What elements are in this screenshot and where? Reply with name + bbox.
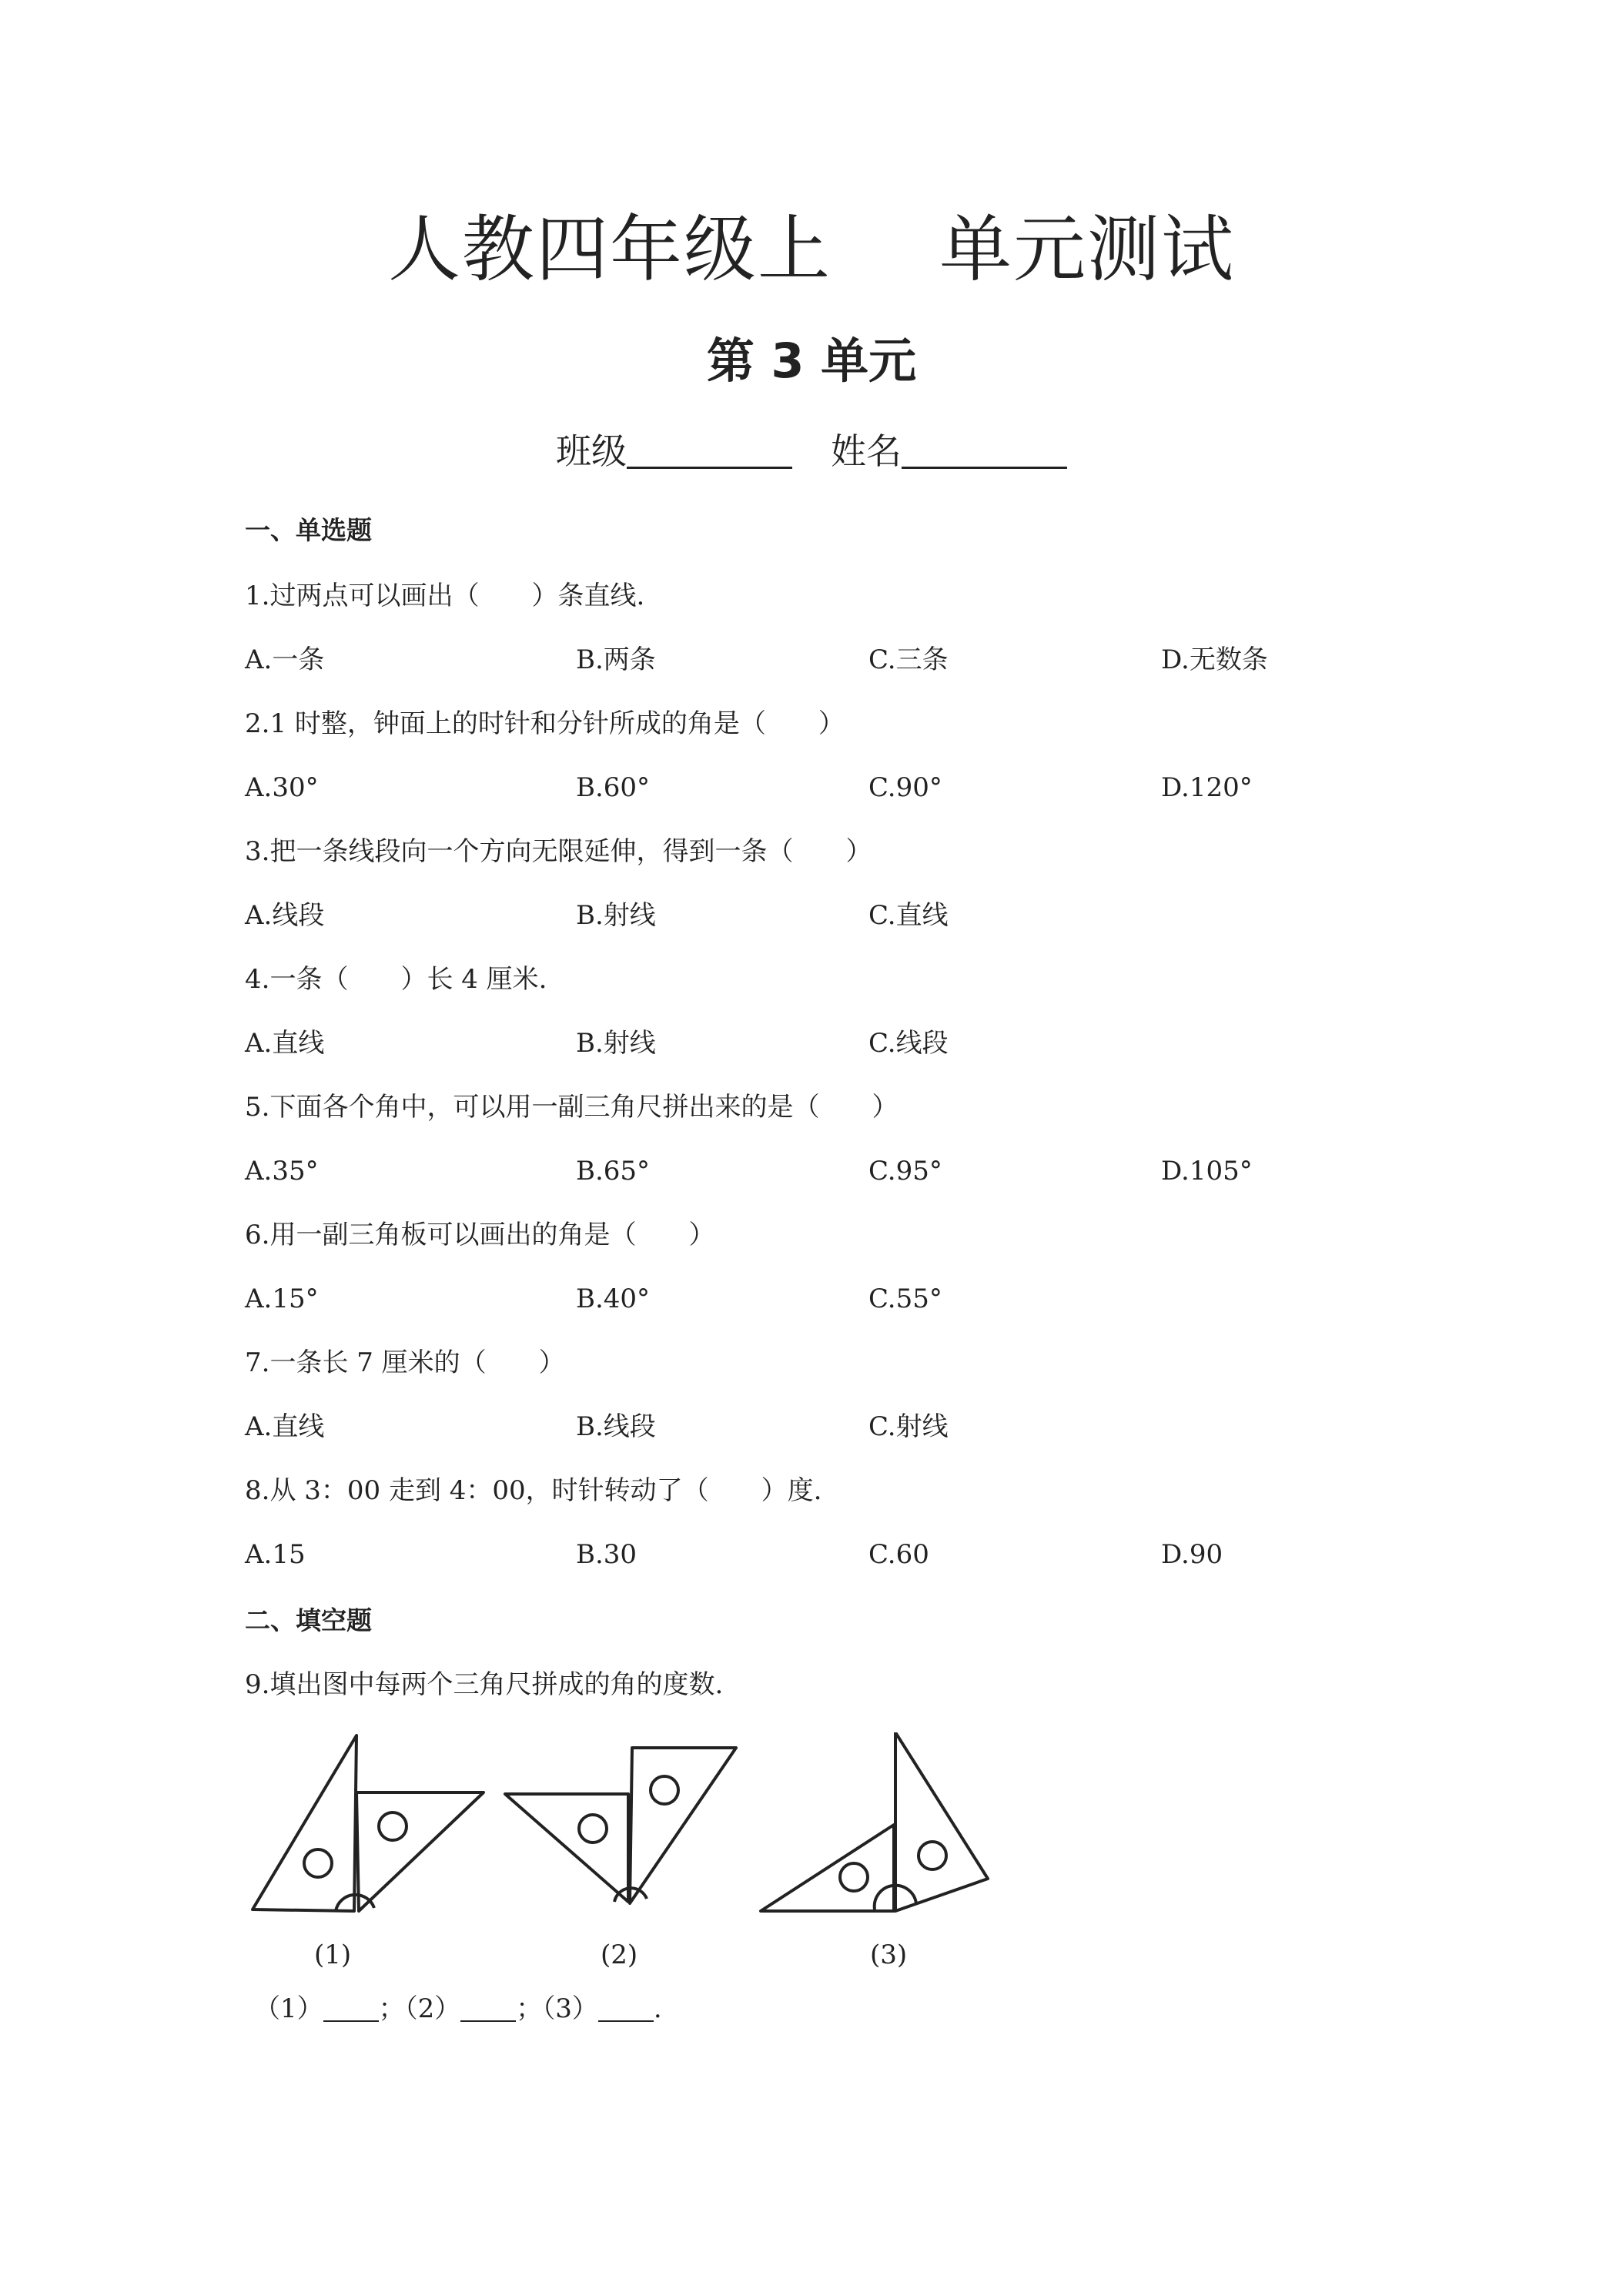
- answer-blank-2[interactable]: [460, 1997, 516, 2022]
- option-b[interactable]: B.40°: [576, 1284, 651, 1314]
- option-b[interactable]: B.30: [576, 1539, 637, 1570]
- option-a[interactable]: A.直线: [245, 1028, 325, 1059]
- hole-3a: [840, 1863, 868, 1891]
- set-square-3a: [761, 1825, 894, 1911]
- name-blank[interactable]: [902, 433, 1067, 469]
- option-a[interactable]: A.35°: [245, 1156, 319, 1186]
- option-c[interactable]: C.55°: [868, 1284, 942, 1314]
- student-info-line: [0, 430, 1623, 472]
- set-square-3b: [895, 1732, 988, 1911]
- set-square-1b: [356, 1792, 484, 1911]
- option-c[interactable]: C.线段: [868, 1028, 949, 1059]
- question-stem: 1.过两点可以画出（ ）条直线.: [245, 581, 645, 611]
- title-left: 人教四年级上: [387, 208, 832, 292]
- set-square-1a: [253, 1735, 356, 1911]
- option-b[interactable]: B.射线: [576, 1028, 656, 1059]
- option-c[interactable]: C.直线: [868, 900, 949, 931]
- answer-end: .: [653, 1993, 662, 2024]
- question-stem: 3.把一条线段向一个方向无限延伸，得到一条（ ）: [245, 836, 872, 867]
- option-d[interactable]: D.无数条: [1161, 644, 1268, 675]
- option-a[interactable]: A.直线: [245, 1411, 325, 1442]
- triangle-rulers-figure: [245, 1732, 1046, 1979]
- option-c[interactable]: C.射线: [868, 1411, 949, 1442]
- question-stem: 4.一条（ ）长 4 厘米.: [245, 964, 547, 995]
- option-a[interactable]: A.15°: [245, 1284, 319, 1314]
- triangle-rulers-drawing: [245, 1732, 1046, 1979]
- option-a[interactable]: A.30°: [245, 772, 319, 803]
- option-b[interactable]: B.两条: [576, 644, 656, 675]
- section-heading-fill-in: 二、填空题: [245, 1605, 372, 1635]
- hole-3b: [919, 1842, 946, 1869]
- class-blank[interactable]: [627, 433, 792, 469]
- class-label: 班级: [556, 430, 627, 472]
- set-square-2b: [630, 1748, 736, 1903]
- answer-label-3: ；（3）: [516, 1993, 598, 2024]
- option-b[interactable]: B.线段: [576, 1411, 656, 1442]
- answer-label-1: （1）: [254, 1993, 323, 2024]
- answer-blank-1[interactable]: [323, 1997, 379, 2022]
- question-stem: 5.下面各个角中，可以用一副三角尺拼出来的是（ ）: [245, 1092, 899, 1123]
- hole-1b: [379, 1812, 407, 1840]
- answer-blank-3[interactable]: [598, 1997, 654, 2022]
- question-stem: 8.从 3：00 走到 4：00，时针转动了（ ）度.: [245, 1475, 822, 1506]
- title-right: 单元测试: [939, 208, 1236, 292]
- option-c[interactable]: C.95°: [868, 1156, 942, 1186]
- name-label: 姓名: [831, 430, 902, 472]
- figure-caption-2: (2): [601, 1940, 638, 1970]
- option-d[interactable]: D.90: [1161, 1539, 1223, 1570]
- question-stem: 7.一条长 7 厘米的（ ）: [245, 1347, 565, 1378]
- option-b[interactable]: B.射线: [576, 900, 656, 931]
- option-c[interactable]: C.60: [868, 1539, 929, 1570]
- option-b[interactable]: B.60°: [576, 772, 651, 803]
- option-a[interactable]: A.15: [245, 1539, 306, 1570]
- option-c[interactable]: C.三条: [868, 644, 949, 675]
- section-heading-single-choice: 一、单选题: [245, 515, 372, 545]
- question-stem: 6.用一副三角板可以画出的角是（ ）: [245, 1220, 715, 1250]
- option-a[interactable]: A.线段: [245, 900, 325, 931]
- unit-subtitle: 第 3 单元: [706, 333, 917, 389]
- option-c[interactable]: C.90°: [868, 772, 942, 803]
- answer-label-2: ；（2）: [378, 1993, 461, 2024]
- answer-line: [254, 1993, 662, 2024]
- page-title: [0, 208, 1623, 292]
- hole-2b: [651, 1776, 678, 1804]
- option-a[interactable]: A.一条: [245, 644, 325, 675]
- figure-caption-1: (1): [314, 1940, 352, 1970]
- option-b[interactable]: B.65°: [576, 1156, 651, 1186]
- figure-caption-3: (3): [870, 1940, 908, 1970]
- set-square-2a: [505, 1794, 628, 1902]
- question-stem: 9.填出图中每两个三角尺拼成的角的度数.: [245, 1669, 724, 1700]
- option-d[interactable]: D.105°: [1161, 1156, 1253, 1186]
- question-stem: 2.1 时整，钟面上的时针和分针所成的角是（ ）: [245, 708, 845, 739]
- hole-1a: [304, 1849, 332, 1877]
- hole-2a: [579, 1815, 607, 1842]
- option-d[interactable]: D.120°: [1161, 772, 1253, 803]
